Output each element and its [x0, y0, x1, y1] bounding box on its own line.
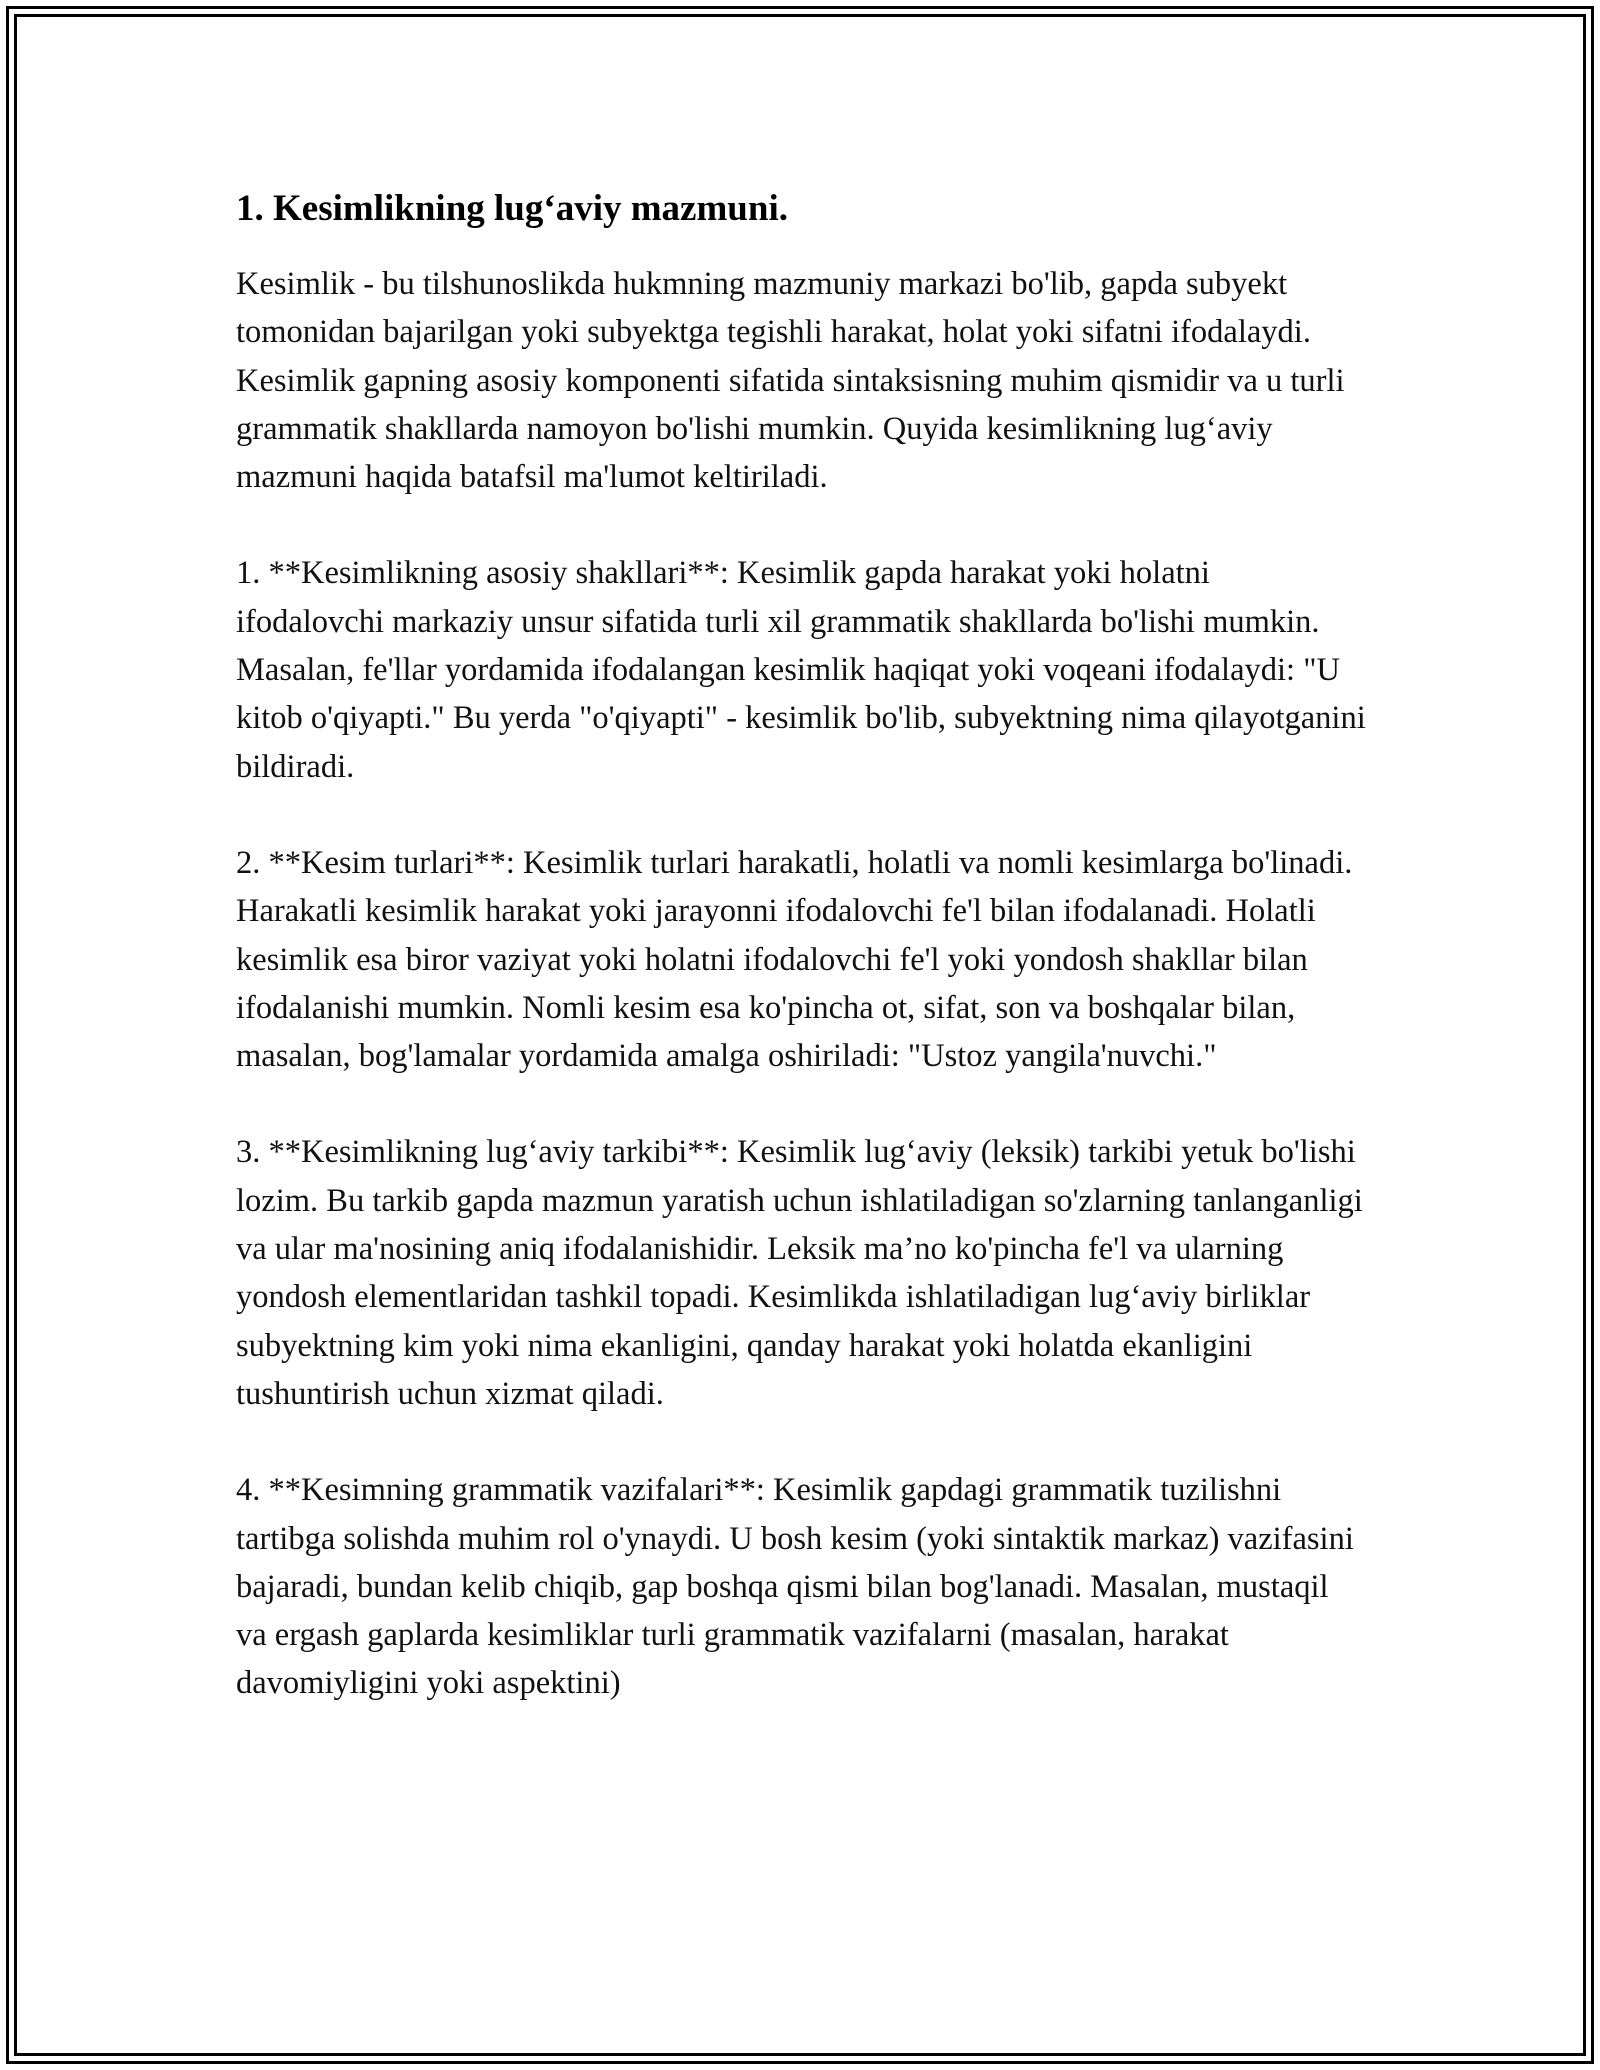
- document-title: 1. Kesimlikning lug‘aviy mazmuni.: [236, 188, 788, 229]
- paragraph-kesim-turlari: 2. **Kesim turlari**: Kesimlik turlari harakatli, holatli va nomli kesimlarga bo'linadi. Harakatli kesimlik harakat yoki jarayonni ifodalovchi fe'l bilan ifodalanadi. Holatli kesimlik esa biror vaziyat yoki holatni ifodalovchi fe'l yoki yondosh shakllar bilan ifodalanishi mumkin. Nomli kesim esa ko'pincha ot, sifat, son va boshqalar bilan, masalan, bog'lamalar yordamida amalga oshiriladi: "Ustoz yangila'nuvchi.": [236, 844, 1353, 1075]
- paragraph-intro: Kesimlik - bu tilshunoslikda hukmning mazmuniy markazi bo'lib, gapda subyekt tomonidan bajarilgan yoki subyektga tegishli harakat, holat yoki sifatni ifodalaydi. Kesimlik gapning asosiy komponenti sifatida sintaksisning muhim qismidir va u turli grammatik shakllarda namoyon bo'lishi mumkin. Quyida kesimlikning lug‘aviy mazmuni haqida batafsil ma'lumot keltiriladi.: [236, 266, 1345, 496]
- document-body: [236, 186, 1366, 1756]
- paragraph-lugaviy-tarkibi: 3. **Kesimlikning lug‘aviy tarkibi**: Kesimlik lug‘aviy (leksik) tarkibi yetuk bo'lishi lozim. Bu tarkib gapda mazmun yaratish uchun ishlatiladigan so'zlarning tanlanganligi va ular ma'nosining aniq ifodalanishidir. Leksik ma’no ko'pincha fe'l va ularning yondosh elementlaridan tashkil topadi. Kesimlikda ishlatiladigan lug‘aviy birliklar subyektning kim yoki nima ekanligini, qanday harakat yoki holatda ekanligini tushuntirish uchun xizmat qiladi.: [236, 1134, 1363, 1412]
- paragraph-grammatik-vazifalari: 4. **Kesimning grammatik vazifalari**: Kesimlik gapdagi grammatik tuzilishni tartibga solishda muhim rol o'ynaydi. U bosh kesim (yoki sintaktik markaz) vazifasini bajaradi, bundan kelib chiqib, gap boshqa qismi bilan bog'lanadi. Masalan, mustaqil va ergash gaplarda kesimliklar turli grammatik vazifalarni (masalan, harakat davomiyligini yoki aspektini): [236, 1472, 1354, 1702]
- paragraph-asosiy-shakllari: 1. **Kesimlikning asosiy shakllari**: Kesimlik gapda harakat yoki holatni ifodalovchi markaziy unsur sifatida turli xil grammatik shakllarda bo'lishi mumkin. Masalan, fe'llar yordamida ifodalangan kesimlik haqiqat yoki voqeani ifodalaydi: "U kitob o'qiyapti." Bu yerda "o'qiyapti" - kesimlik bo'lib, subyektning nima qilayotganini bildiradi.: [236, 555, 1366, 785]
